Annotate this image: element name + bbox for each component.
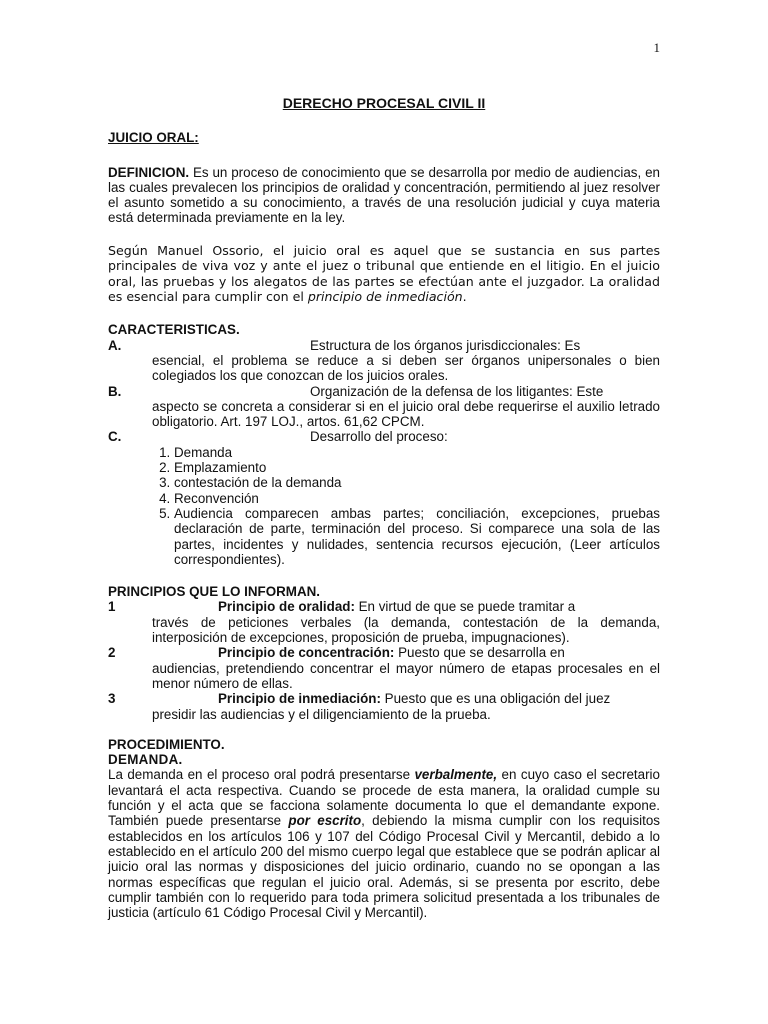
juicio-oral-heading: JUICIO ORAL: [108, 130, 199, 146]
principle-number: 3 [108, 691, 116, 707]
caracteristica-item-a [108, 338, 660, 384]
demanda-bold-2: por escrito [288, 813, 362, 829]
page-number: 1 [653, 40, 660, 55]
item-first-line: Estructura de los órganos jurisdiccionales: Es [310, 337, 581, 353]
principle-continuation: audiencias, pretendiendo concentrar el mayor número de etapas procesales en el menor número de ellas. [152, 660, 660, 691]
list-item: 3. contestación de la demanda [174, 475, 660, 490]
item-first-line: Organización de la defensa de los litigantes: Este [310, 383, 604, 399]
process-steps-list [108, 445, 660, 567]
document-title: DERECHO PROCESAL CIVIL II [282, 95, 486, 111]
demanda-text-2: en cuyo caso el secretario levantará el acta respectiva. Cuando se procede de esta manera, la oralidad cumple su función y el acta que se facciona solamente documenta lo que el demandante expone. También puede presentarse [108, 767, 660, 829]
principios-list [108, 599, 660, 721]
principle-name: Principio de oralidad: [218, 599, 355, 615]
principle-name: Principio de inmediación: [218, 691, 381, 707]
demanda-heading: DEMANDA. [108, 752, 183, 768]
ossorio-end: . [462, 289, 467, 304]
item-letter: A. [108, 337, 122, 353]
principle-continuation: través de peticiones verbales (la demanda, contestación de la demanda, interposición de excepciones, proposición de prueba, impugnaciones). [152, 614, 660, 646]
caracteristicas-heading: CARACTERISTICAS. [108, 322, 240, 338]
principle-number: 2 [108, 645, 116, 661]
principle-name: Principio de concentración: [218, 645, 395, 661]
principle-number: 1 [108, 599, 116, 615]
principio-item-1 [108, 599, 660, 645]
item-continuation: esencial, el problema se reduce a si deben ser órganos unipersonales o bien colegiados los que conozcan de los juicios orales. [152, 353, 660, 384]
procedimiento-heading: PROCEDIMIENTO. [108, 736, 225, 752]
principios-heading: PRINCIPIOS QUE LO INFORMAN. [108, 584, 321, 600]
list-item: 5. Audiencia comparecen ambas partes; conciliación, excepciones, pruebas declaración de parte, terminación del proceso. Si comparece una sola de las partes, incidentes y nulidades, sentencia recursos ejecución, (Leer artículos correspondientes). [174, 506, 660, 567]
ossorio-paragraph [108, 243, 660, 305]
item-letter: B. [108, 383, 122, 399]
ossorio-emphasis: principio de inmediación [307, 289, 463, 304]
list-item: 4. Reconvención [174, 491, 660, 506]
definition-label: DEFINICION. [108, 164, 190, 180]
principle-continuation: presidir las audiencias y el diligenciamiento de la prueba. [152, 706, 491, 722]
principle-first-line: Puesto que es una obligación del juez [380, 691, 611, 707]
definition-text: Es un proceso de conocimiento que se desarrolla por medio de audiencias, en las cuales prevalecen los principios de oralidad y concentración, permitiendo al juez resolver el asunto sometido a su conocimiento, a través de una resolución judicial y cuya materia está determinada previamente en la ley. [108, 164, 660, 226]
item-letter: C. [108, 429, 122, 445]
item-first-line: Desarrollo del proceso: [310, 429, 448, 445]
demanda-bold-1: verbalmente, [414, 767, 498, 783]
caracteristica-item-c [108, 429, 660, 444]
item-continuation: aspecto se concreta a considerar si en el juicio oral debe requerirse el auxilio letrado obligatorio. Art. 197 LOJ., artos. 61,62 CPCM. [152, 398, 660, 430]
list-item: 1. Demanda [174, 445, 660, 460]
principio-item-3 [108, 691, 660, 722]
principle-first-line: Puesto que se desarrolla en [394, 645, 565, 661]
caracteristicas-list [108, 338, 660, 567]
ossorio-text: Según Manuel Ossorio, el juicio oral es aquel que se sustancia en sus partes principales de viva voz y ante el juez o tribunal que entiende en el litigio. En el juicio oral, las pruebas y los alegatos de las partes se efectúan ante el juzgador. La oralidad es esencial para cumplir con el [108, 242, 660, 304]
principle-first-line: En virtud de que se puede tramitar a [354, 599, 576, 615]
demanda-text-1: La demanda en el proceso oral podrá presentarse [108, 767, 415, 783]
definition-paragraph [108, 165, 660, 226]
list-item: 2. Emplazamiento [174, 460, 660, 475]
caracteristica-item-b [108, 384, 660, 430]
principio-item-2 [108, 645, 660, 691]
demanda-text-3: , debiendo la misma cumplir con los requisitos establecidos en los artículos 106 y 107 del Código Procesal Civil y Mercantil, debido a lo establecido en el artículo 200 del mismo cuerpo legal que establece que se podrán aplicar al juicio oral las normas y disposiciones del juicio ordinario, cuando no se opongan a las normas específicas que regulan el juicio oral. Además, si se presenta por escrito, debe cumplir también con lo requerido para toda primera solicitud presentada a los tribunales de justicia (artículo 61 Código Procesal Civil y Mercantil). [108, 813, 660, 921]
demanda-paragraph [108, 767, 660, 920]
